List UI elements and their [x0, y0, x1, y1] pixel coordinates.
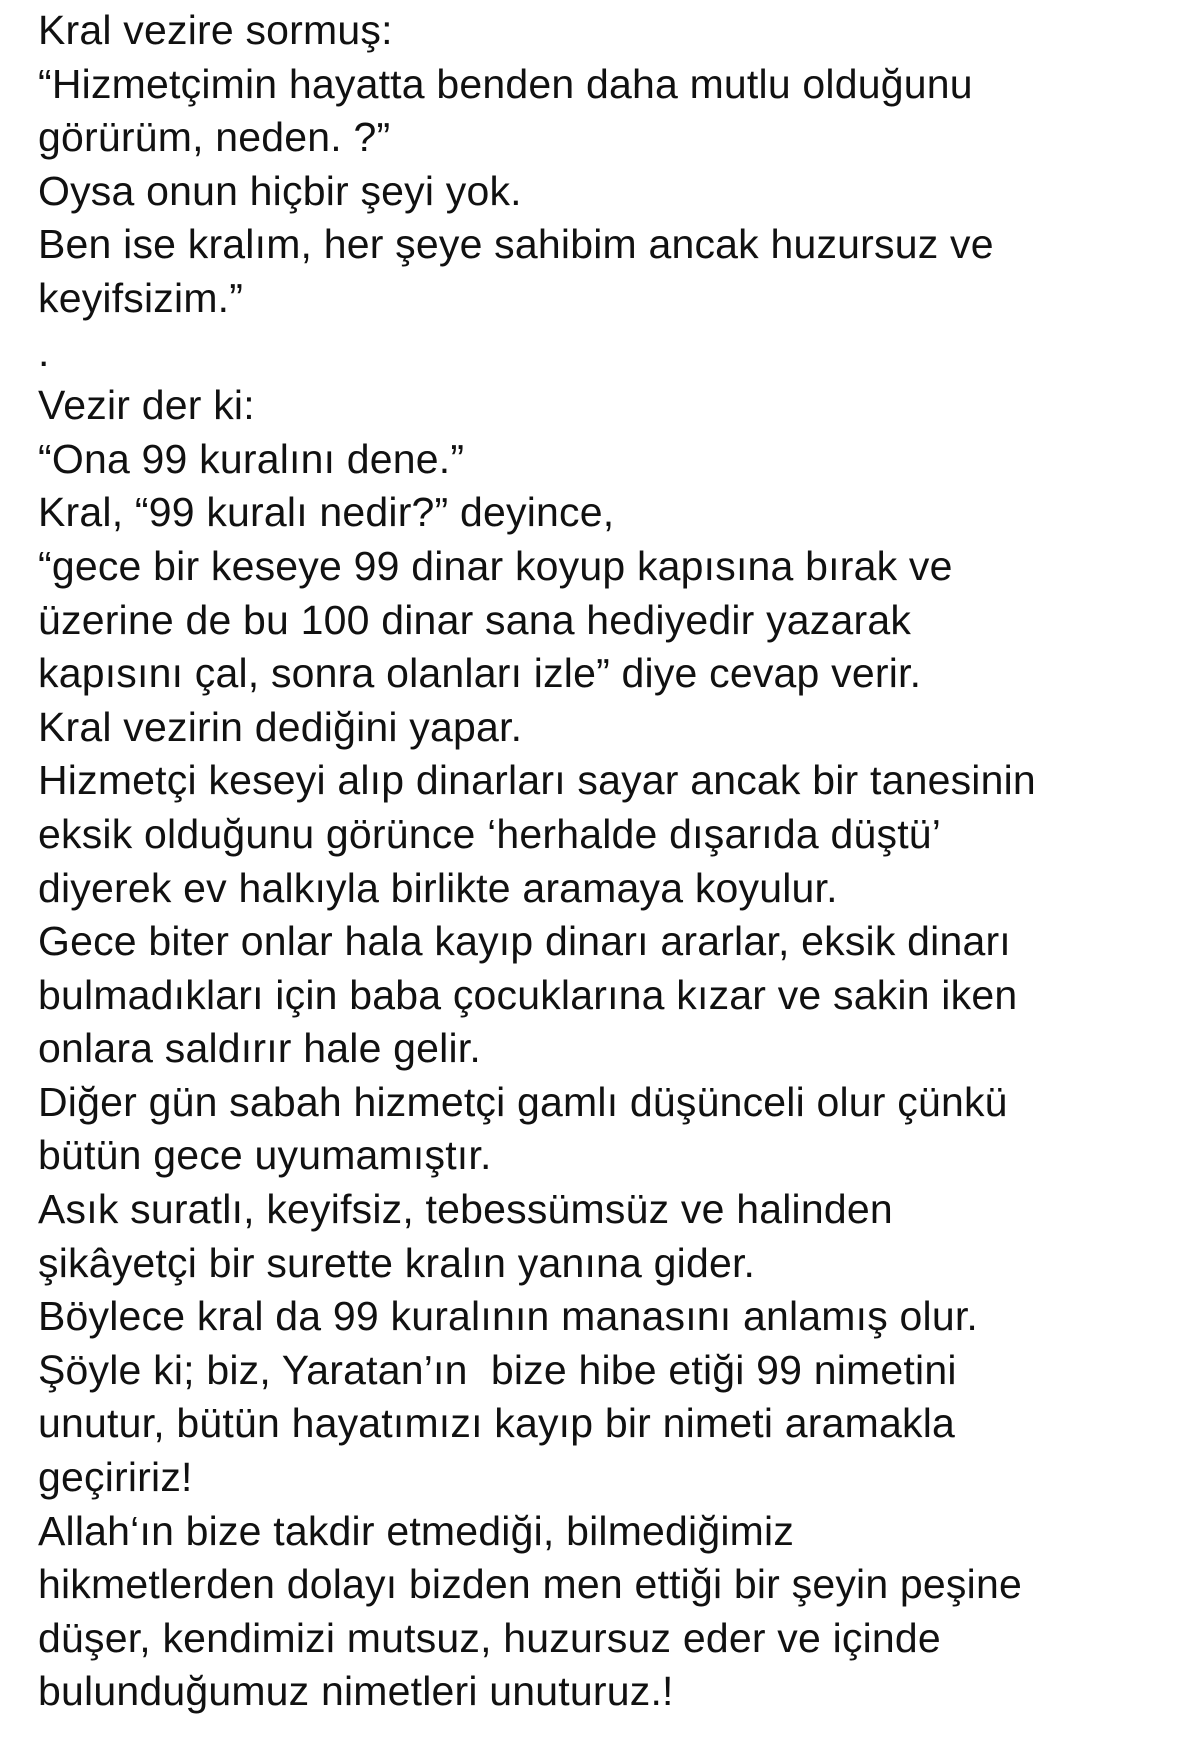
- text-line: Şöyle ki; biz, Yaratan’ın bize hibe etiği 99 nimetini: [38, 1346, 957, 1393]
- text-line: Allah‘ın bize takdir etmediği, bilmediğimiz: [38, 1507, 795, 1554]
- text-line: keyifsizim.”: [38, 274, 244, 321]
- text-line: Kral vezirin dediğini yapar.: [38, 703, 523, 750]
- text-line: görürüm, neden. ?”: [38, 114, 391, 161]
- text-line: Hizmetçi keseyi alıp dinarları sayar ancak bir tanesinin: [38, 757, 1036, 804]
- text-line: onlara saldırır hale gelir.: [38, 1025, 481, 1072]
- text-line: unutur, bütün hayatımızı kayıp bir nimeti aramakla: [38, 1400, 956, 1447]
- text-line: “gece bir keseye 99 dinar koyup kapısına bırak ve: [38, 542, 953, 589]
- text-line: Ben ise kralım, her şeye sahibim ancak huzursuz ve: [38, 221, 994, 268]
- text-line: Kral vezire sormuş:: [38, 7, 393, 53]
- text-line: şikâyetçi bir surette kralın yanına gider.: [38, 1239, 756, 1286]
- text-line: diyerek ev halkıyla birlikte aramaya koyulur.: [38, 864, 838, 911]
- text-line: Oysa onun hiçbir şeyi yok.: [38, 167, 522, 214]
- text-line: Gece biter onlar hala kayıp dinarı ararlar, eksik dinarı: [38, 918, 1011, 965]
- text-line: hikmetlerden dolayı bizden men ettiği bir şeyin peşine: [38, 1561, 1022, 1608]
- text-line: Asık suratlı, keyifsiz, tebessümsüz ve halinden: [38, 1186, 893, 1233]
- text-line: Diğer gün sabah hizmetçi gamlı düşünceli olur çünkü: [38, 1078, 1008, 1125]
- text-line: Vezir der ki:: [38, 382, 255, 429]
- text-line: kapısını çal, sonra olanları izle” diye cevap verir.: [38, 650, 922, 697]
- text-line: üzerine de bu 100 dinar sana hediyedir yazarak: [38, 596, 912, 643]
- post-text: [38, 0, 1168, 1719]
- text-line: eksik olduğunu görünce ‘herhalde dışarıda düştü’: [38, 810, 942, 857]
- text-line: bulmadıkları için baba çocuklarına kızar ve sakin iken: [38, 971, 1018, 1018]
- text-line: Kral, “99 kuralı nedir?” deyince,: [38, 489, 615, 536]
- text-line: Böylece kral da 99 kuralının manasını anlamış olur.: [38, 1293, 979, 1340]
- text-line: geçiririz!: [38, 1454, 193, 1501]
- text-line: .: [38, 328, 50, 375]
- text-line: “Hizmetçimin hayatta benden daha mutlu olduğunu: [38, 60, 973, 107]
- text-line: bulunduğumuz nimetleri unuturuz.!: [38, 1668, 674, 1715]
- text-line: “Ona 99 kuralını dene.”: [38, 435, 465, 482]
- text-line: bütün gece uyumamıştır.: [38, 1132, 492, 1179]
- text-line: düşer, kendimizi mutsuz, huzursuz eder ve içinde: [38, 1614, 941, 1661]
